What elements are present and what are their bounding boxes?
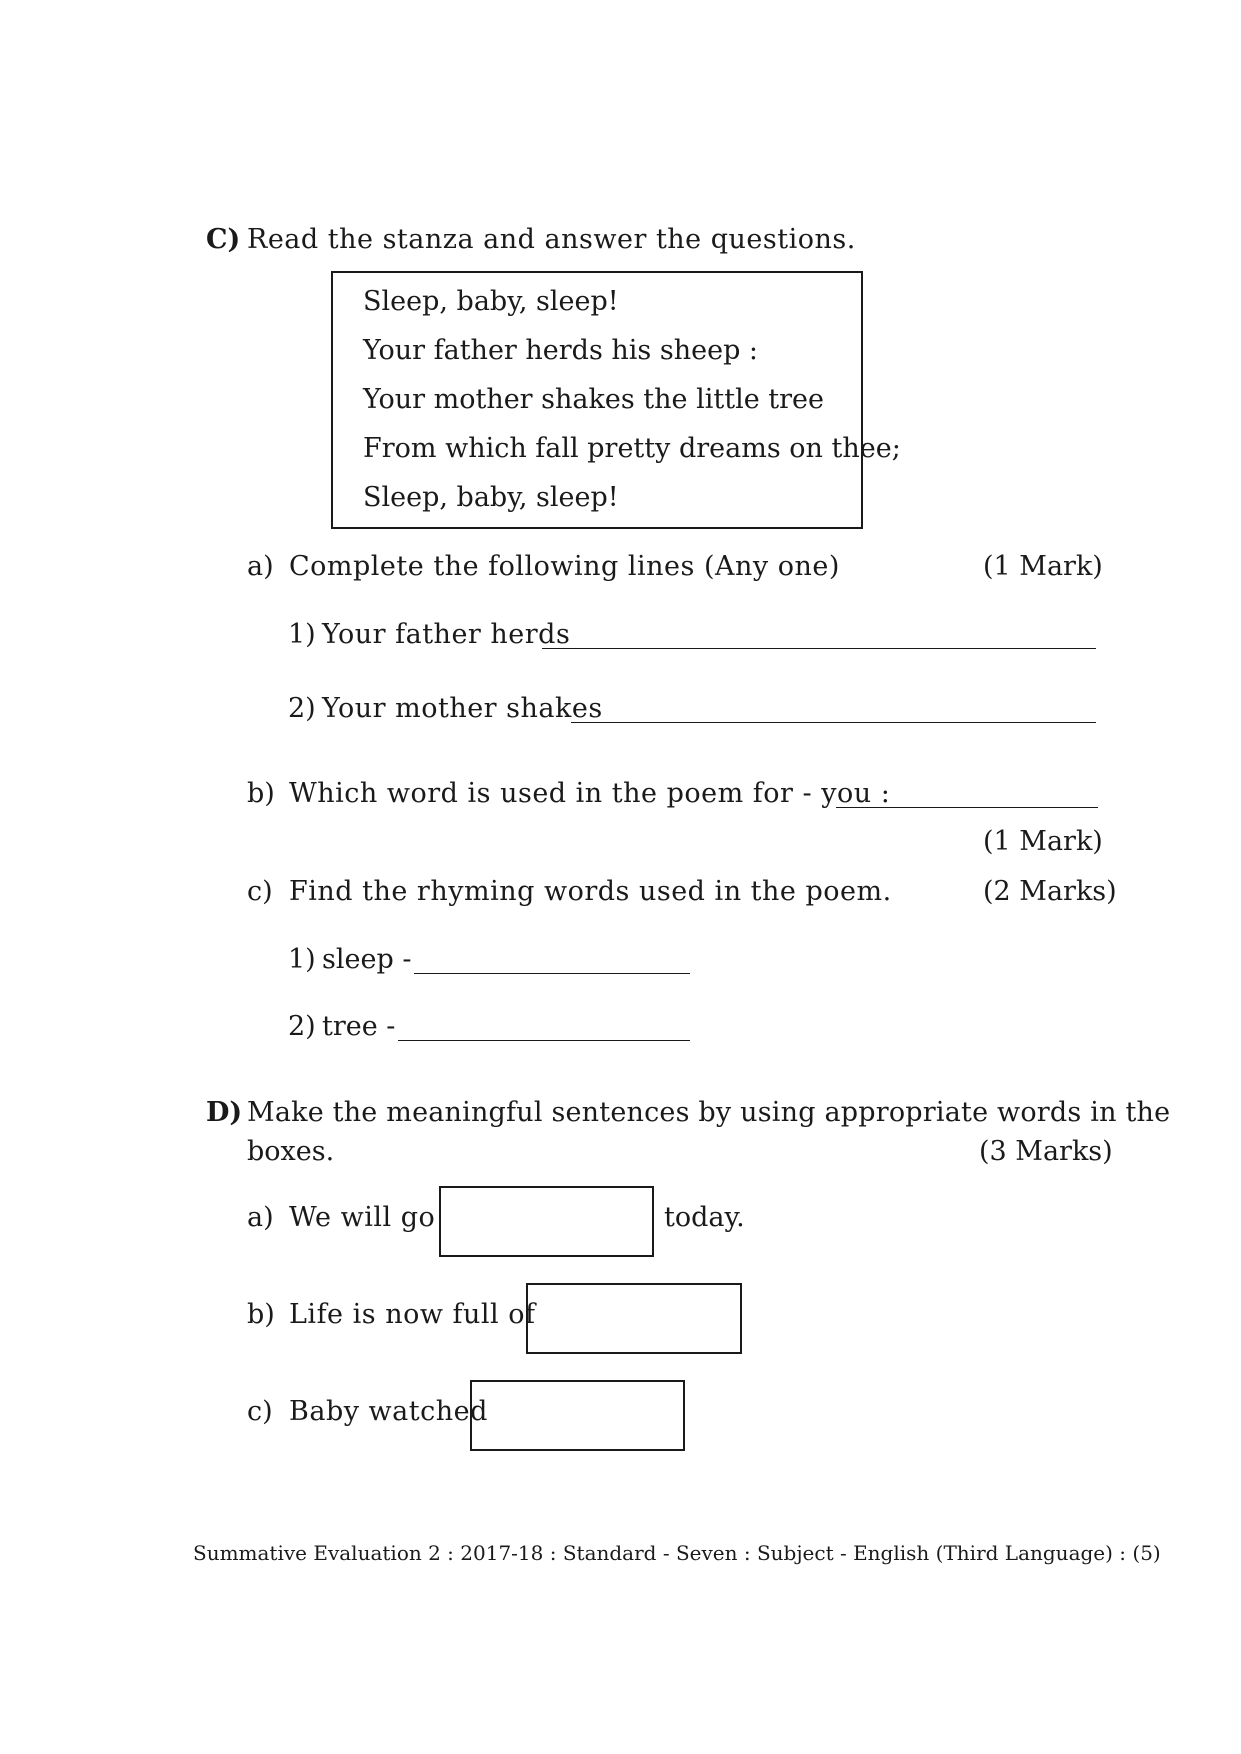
section-d-item-a-label: a) — [247, 1202, 274, 1233]
answer-box-b[interactable] — [526, 1283, 742, 1354]
question-c-text: Find the rhyming words used in the poem. — [289, 876, 892, 907]
answer-line-c1[interactable] — [414, 973, 690, 974]
section-d-item-c-label: c) — [247, 1396, 273, 1427]
question-c-item-1-num: 1) — [288, 944, 316, 975]
question-c-label: c) — [247, 876, 273, 907]
section-c-instruction: Read the stanza and answer the questions. — [247, 224, 856, 255]
section-d-label: D) — [206, 1097, 243, 1128]
answer-box-c[interactable] — [470, 1380, 685, 1451]
question-b-text: Which word is used in the poem for - you : — [289, 778, 891, 809]
stanza-line-4: From which fall pretty dreams on thee; — [363, 433, 901, 464]
stanza-line-2: Your father herds his sheep : — [363, 335, 759, 366]
stanza-line-1: Sleep, baby, sleep! — [363, 286, 619, 317]
question-c-item-1-text: sleep - — [322, 944, 412, 975]
answer-line-a1[interactable] — [542, 648, 1096, 649]
question-a-item-1-num: 1) — [288, 619, 316, 650]
question-a-label: a) — [247, 551, 274, 582]
answer-line-b[interactable] — [836, 807, 1098, 808]
answer-box-a[interactable] — [439, 1186, 654, 1257]
question-c-item-2-text: tree - — [322, 1011, 396, 1042]
question-c-item-2-num: 2) — [288, 1011, 316, 1042]
page-footer: Summative Evaluation 2 : 2017-18 : Standard - Seven : Subject - English (Third Language) : (5) — [193, 1541, 1161, 1565]
section-c-label: C) — [206, 224, 241, 255]
section-d-marks: (3 Marks) — [979, 1136, 1113, 1167]
question-a-item-1-text: Your father herds — [322, 619, 571, 650]
section-d-instruction-2: boxes. — [247, 1136, 335, 1167]
section-d-instruction-1: Make the meaningful sentences by using appropriate words in the — [247, 1097, 1171, 1128]
answer-line-a2[interactable] — [571, 722, 1096, 723]
question-b-label: b) — [247, 778, 275, 809]
question-a-text: Complete the following lines (Any one) — [289, 551, 840, 582]
answer-line-c2[interactable] — [398, 1040, 690, 1041]
section-d-item-c-text: Baby watched — [289, 1396, 488, 1427]
stanza-line-5: Sleep, baby, sleep! — [363, 482, 619, 513]
question-a-marks: (1 Mark) — [983, 551, 1103, 582]
section-d-item-b-text: Life is now full of — [289, 1299, 536, 1330]
section-d-item-a-text: We will go — [289, 1202, 436, 1233]
question-c-marks: (2 Marks) — [983, 876, 1117, 907]
question-a-item-2-text: Your mother shakes — [322, 693, 603, 724]
question-a-item-2-num: 2) — [288, 693, 316, 724]
question-b-marks: (1 Mark) — [983, 826, 1103, 857]
section-d-item-b-label: b) — [247, 1299, 275, 1330]
section-d-item-a-after: today. — [664, 1202, 745, 1233]
stanza-line-3: Your mother shakes the little tree — [363, 384, 824, 415]
